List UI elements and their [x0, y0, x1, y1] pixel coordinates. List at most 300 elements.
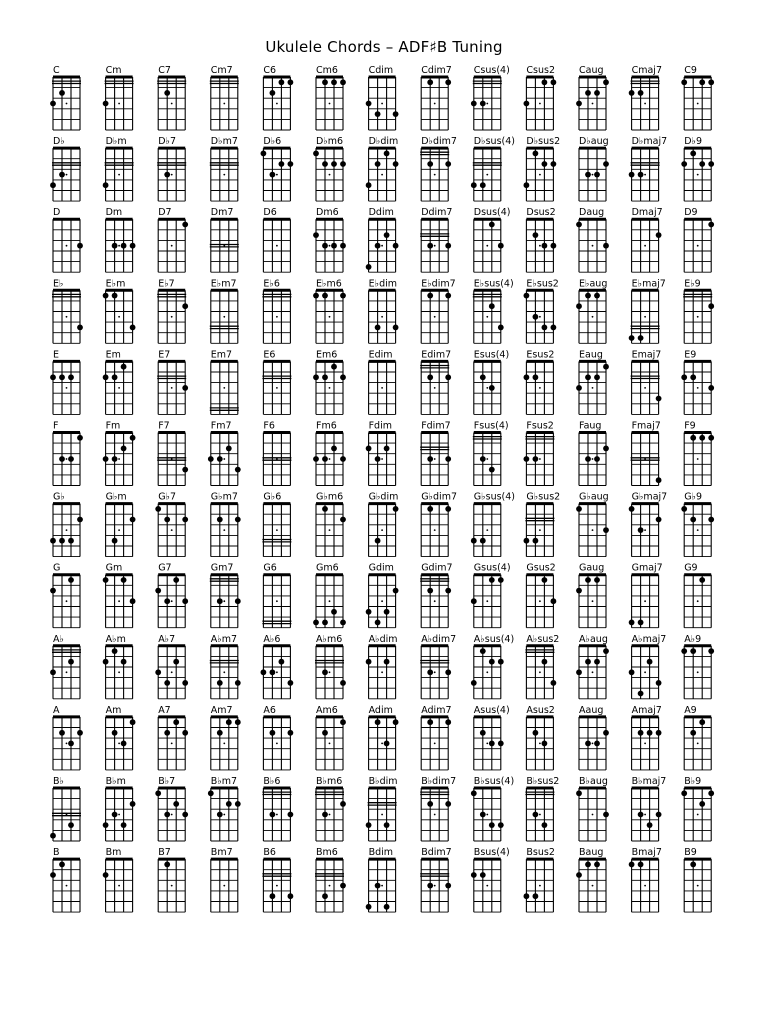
- chord-label: A♭m6: [316, 633, 343, 645]
- chord-diagram: [576, 278, 607, 343]
- finger-dot: [384, 609, 390, 615]
- finger-dot: [551, 243, 557, 249]
- finger-dot: [77, 517, 83, 523]
- finger-dot: [261, 669, 267, 675]
- finger-dot: [708, 790, 714, 796]
- finger-dot: [270, 669, 276, 675]
- finger-dot: [656, 730, 662, 736]
- fret-marker: [539, 600, 541, 602]
- finger-dot: [629, 506, 635, 512]
- chord-label: B♭dim: [368, 776, 398, 787]
- fret-marker: [644, 743, 646, 745]
- fret-marker: [486, 814, 488, 816]
- chord-label: A♭dim: [368, 633, 398, 645]
- chord-diagram: [420, 776, 456, 841]
- chord-diagram: [576, 847, 606, 912]
- finger-dot: [384, 659, 390, 665]
- finger-dot: [322, 893, 328, 899]
- finger-dot: [340, 719, 346, 725]
- finger-dot: [471, 598, 477, 604]
- chord-diagram: [103, 563, 136, 628]
- chord-label: Dsus(4): [473, 207, 511, 219]
- finger-dot: [182, 517, 188, 523]
- fret-marker: [592, 743, 594, 745]
- chord-diagram: [421, 492, 457, 557]
- chord-label: Aaug: [579, 704, 604, 716]
- chord-label: Asus2: [526, 704, 555, 716]
- chord-diagram: [315, 776, 346, 841]
- chord-diagram: [579, 421, 609, 486]
- chord-diagram: [316, 705, 346, 770]
- chord-label: D♭sus(4): [473, 136, 515, 148]
- finger-dot: [340, 680, 346, 686]
- chord-diagram: [103, 278, 136, 343]
- chord-diagram: [158, 705, 188, 770]
- fret-marker: [434, 316, 436, 318]
- chord-label: G♭6: [263, 491, 282, 503]
- fret-marker: [486, 458, 488, 460]
- chord-label: Gaug: [579, 562, 605, 574]
- finger-dot: [427, 79, 433, 85]
- finger-dot: [533, 456, 539, 462]
- chord-diagram: [525, 776, 559, 841]
- finger-dot: [585, 293, 591, 299]
- fret-marker: [539, 245, 541, 247]
- finger-dot: [103, 577, 109, 583]
- fret-marker: [486, 174, 488, 176]
- fret-marker: [539, 387, 541, 389]
- finger-dot: [121, 446, 127, 452]
- finger-dot: [288, 812, 294, 818]
- finger-dot: [270, 812, 276, 818]
- fret-marker: [697, 316, 699, 318]
- finger-dot: [638, 90, 644, 96]
- chord-diagram: [526, 705, 554, 770]
- chord-label: Amaj7: [631, 704, 662, 716]
- chord-diagram: [576, 207, 609, 272]
- finger-dot: [340, 517, 346, 523]
- fret-marker: [381, 387, 383, 389]
- fret-marker: [644, 671, 646, 673]
- chord-diagram: [157, 421, 188, 486]
- chord-label: D♭maj7: [631, 136, 668, 148]
- finger-dot: [235, 719, 241, 725]
- finger-dot: [708, 517, 714, 523]
- fret-marker: [223, 174, 225, 176]
- chord-label: Esus(4): [473, 349, 510, 361]
- finger-dot: [445, 79, 451, 85]
- chord-label: E♭sus(4): [473, 278, 514, 290]
- finger-dot: [542, 822, 548, 828]
- fret-marker: [539, 458, 541, 460]
- fret-marker: [539, 316, 541, 318]
- fret-marker: [118, 245, 120, 247]
- finger-dot: [384, 446, 390, 452]
- finger-dot: [164, 172, 170, 178]
- fret-marker: [434, 174, 436, 176]
- finger-dot: [576, 588, 582, 594]
- chord-label: Ddim: [368, 207, 394, 219]
- chord-label: C: [53, 65, 60, 76]
- fret-marker: [66, 174, 68, 176]
- fret-marker: [118, 316, 120, 318]
- finger-dot: [366, 659, 372, 665]
- chord-label: E♭m: [105, 278, 126, 290]
- finger-dot: [375, 620, 381, 626]
- finger-dot: [603, 527, 609, 533]
- chord-label: D♭sus2: [526, 136, 561, 148]
- chord-label: Bdim7: [421, 847, 452, 859]
- chord-label: Em7: [210, 349, 233, 361]
- chord-diagram: [471, 847, 510, 912]
- finger-dot: [629, 172, 635, 178]
- finger-dot: [656, 232, 662, 238]
- chord-label: E♭: [53, 278, 64, 290]
- chord-label: A♭dim7: [421, 633, 457, 645]
- chord-diagram: [629, 278, 666, 343]
- chord-diagram: [103, 421, 136, 486]
- chord-diagram: [157, 136, 186, 201]
- finger-dot: [103, 872, 109, 878]
- chord-label: G: [53, 562, 61, 574]
- finger-dot: [542, 243, 548, 249]
- finger-dot: [375, 719, 381, 725]
- finger-dot: [173, 801, 179, 807]
- fret-marker: [697, 814, 699, 816]
- finger-dot: [103, 659, 109, 665]
- chord-diagram: [103, 776, 136, 841]
- fret-marker: [434, 743, 436, 745]
- finger-dot: [103, 456, 109, 462]
- chord-label: G♭maj7: [631, 491, 668, 503]
- chord-diagram: [366, 207, 399, 272]
- finger-dot: [322, 730, 328, 736]
- fret-marker: [171, 103, 173, 105]
- finger-dot: [366, 904, 372, 910]
- finger-dot: [393, 111, 399, 117]
- finger-dot: [585, 741, 591, 747]
- fret-marker: [276, 885, 278, 887]
- chord-diagram: [50, 65, 81, 130]
- finger-dot: [59, 90, 65, 96]
- fret-marker: [171, 245, 173, 247]
- chord-label: D♭7: [158, 136, 177, 148]
- finger-dot: [50, 182, 56, 188]
- chord-label: B♭sus(4): [473, 776, 515, 787]
- chord-diagram: [262, 563, 291, 628]
- fret-marker: [118, 885, 120, 887]
- finger-dot: [533, 538, 539, 544]
- chord-label: Adim7: [421, 704, 452, 716]
- finger-dot: [50, 588, 56, 594]
- finger-dot: [77, 730, 83, 736]
- finger-dot: [489, 222, 495, 228]
- fret-marker: [66, 671, 68, 673]
- fret-marker: [697, 529, 699, 531]
- finger-dot: [59, 538, 65, 544]
- fret-marker: [223, 600, 225, 602]
- finger-dot: [393, 588, 399, 594]
- chord-label: Cdim: [368, 65, 394, 76]
- finger-dot: [471, 101, 477, 107]
- chord-diagram: [315, 634, 346, 699]
- finger-dot: [585, 374, 591, 380]
- finger-dot: [164, 862, 170, 868]
- finger-dot: [322, 161, 328, 167]
- chord-diagram: [53, 421, 83, 486]
- fret-marker: [171, 600, 173, 602]
- fret-marker: [592, 529, 594, 531]
- fret-marker: [486, 529, 488, 531]
- finger-dot: [50, 374, 56, 380]
- chord-diagram: [684, 421, 714, 486]
- chord-diagram: [262, 349, 291, 414]
- finger-dot: [322, 669, 328, 675]
- chord-diagram: [52, 278, 83, 343]
- chord-label: Bdim: [368, 847, 394, 859]
- fret-marker: [381, 885, 383, 887]
- finger-dot: [235, 467, 241, 473]
- fret-marker: [276, 743, 278, 745]
- fret-marker: [118, 174, 120, 176]
- finger-dot: [594, 90, 600, 96]
- finger-dot: [427, 669, 433, 675]
- fret-marker: [276, 529, 278, 531]
- chord-label: A♭7: [158, 633, 176, 645]
- chord-label: A♭9: [684, 633, 702, 645]
- finger-dot: [524, 101, 530, 107]
- chord-diagram: [50, 776, 81, 841]
- chord-diagram: [681, 136, 714, 201]
- finger-dot: [498, 577, 504, 583]
- chord-label: G♭m7: [210, 491, 238, 503]
- fret-marker: [539, 814, 541, 816]
- finger-dot: [585, 90, 591, 96]
- fret-marker: [592, 174, 594, 176]
- chord-label: E♭9: [684, 278, 701, 290]
- chord-label: E♭sus2: [526, 278, 559, 290]
- chord-diagram: [524, 492, 561, 557]
- finger-dot: [699, 435, 705, 441]
- finger-dot: [480, 648, 486, 654]
- chord-label: B♭6: [263, 776, 281, 787]
- finger-dot: [173, 719, 179, 725]
- fret-marker: [171, 529, 173, 531]
- chord-label: B♭sus2: [526, 776, 560, 787]
- finger-dot: [708, 222, 714, 228]
- chord-label: B♭aug: [579, 776, 608, 787]
- finger-dot: [629, 90, 635, 96]
- chord-label: B7: [158, 847, 171, 859]
- finger-dot: [603, 243, 609, 249]
- finger-dot: [699, 801, 705, 807]
- finger-dot: [270, 172, 276, 178]
- chord-diagram: [315, 847, 346, 912]
- fret-marker: [434, 529, 436, 531]
- chord-diagram: [524, 136, 561, 201]
- fret-marker: [66, 529, 68, 531]
- fret-marker: [697, 743, 699, 745]
- finger-dot: [489, 659, 495, 665]
- fret-marker: [644, 814, 646, 816]
- finger-dot: [103, 182, 109, 188]
- finger-dot: [498, 243, 504, 249]
- chord-diagram: [366, 421, 396, 486]
- fret-marker: [434, 814, 436, 816]
- finger-dot: [603, 648, 609, 654]
- chord-diagram: [474, 705, 510, 770]
- chord-diagram: [632, 776, 667, 841]
- fret-marker: [381, 600, 383, 602]
- finger-dot: [524, 538, 530, 544]
- finger-dot: [322, 506, 328, 512]
- finger-dot: [638, 620, 644, 626]
- chord-label: Asus(4): [473, 704, 510, 716]
- chord-label: D♭m6: [316, 136, 344, 148]
- chord-diagram: [524, 278, 559, 343]
- chord-diagram: [262, 278, 291, 343]
- chord-label: E♭7: [158, 278, 175, 290]
- finger-dot: [542, 161, 548, 167]
- chord-diagram: [313, 278, 346, 343]
- finger-dot: [489, 822, 495, 828]
- fret-marker: [118, 458, 120, 460]
- finger-dot: [699, 161, 705, 167]
- chord-label: Gm6: [316, 562, 339, 574]
- finger-dot: [690, 374, 696, 380]
- finger-dot: [594, 374, 600, 380]
- chord-label: D♭9: [684, 136, 703, 148]
- fret-marker: [223, 529, 225, 531]
- chord-diagram: [157, 349, 188, 414]
- finger-dot: [708, 648, 714, 654]
- finger-dot: [322, 456, 328, 462]
- fret-marker: [539, 174, 541, 176]
- chord-diagram: [629, 65, 662, 130]
- chord-diagram: [681, 776, 714, 841]
- chord-label: F9: [684, 420, 696, 432]
- finger-dot: [576, 101, 582, 107]
- finger-dot: [375, 111, 381, 117]
- finger-dot: [542, 659, 548, 665]
- chord-diagram: [526, 207, 556, 272]
- chord-label: B: [53, 847, 60, 859]
- chord-diagram: [684, 705, 711, 770]
- fret-marker: [276, 245, 278, 247]
- chord-label: Bsus(4): [473, 847, 510, 859]
- chord-diagram: [420, 847, 452, 912]
- finger-dot: [480, 101, 486, 107]
- finger-dot: [445, 883, 451, 889]
- finger-dot: [331, 161, 337, 167]
- finger-dot: [366, 264, 372, 270]
- finger-dot: [208, 456, 214, 462]
- finger-dot: [217, 730, 223, 736]
- finger-dot: [629, 620, 635, 626]
- chord-diagram: [576, 563, 606, 628]
- finger-dot: [182, 812, 188, 818]
- chord-diagram: [369, 349, 396, 414]
- finger-dot: [427, 719, 433, 725]
- finger-dot: [594, 456, 600, 462]
- chord-label: G♭9: [684, 491, 703, 503]
- finger-dot: [656, 396, 662, 402]
- chord-label: Bm7: [210, 847, 233, 859]
- finger-dot: [699, 719, 705, 725]
- finger-dot: [59, 456, 65, 462]
- finger-dot: [164, 90, 170, 96]
- finger-dot: [112, 730, 118, 736]
- chord-label: E6: [263, 349, 276, 361]
- finger-dot: [50, 833, 56, 839]
- chord-label: B♭7: [158, 776, 176, 787]
- fret-marker: [486, 316, 488, 318]
- finger-dot: [112, 293, 118, 299]
- fret-marker: [66, 743, 68, 745]
- finger-dot: [393, 325, 399, 331]
- finger-dot: [603, 812, 609, 818]
- finger-dot: [375, 538, 381, 544]
- chord-label: B♭m6: [316, 776, 343, 787]
- chord-diagram: [471, 776, 514, 841]
- finger-dot: [112, 812, 118, 818]
- finger-dot: [313, 374, 319, 380]
- finger-dot: [121, 741, 127, 747]
- chord-label: Cm6: [316, 65, 338, 76]
- chord-label: A9: [684, 704, 697, 716]
- finger-dot: [384, 151, 390, 157]
- fret-marker: [486, 387, 488, 389]
- finger-dot: [629, 669, 635, 675]
- chord-label: E♭m6: [316, 278, 342, 290]
- fret-marker: [644, 600, 646, 602]
- fret-marker: [66, 600, 68, 602]
- finger-dot: [68, 538, 74, 544]
- finger-dot: [155, 669, 161, 675]
- finger-dot: [112, 374, 118, 380]
- finger-dot: [576, 790, 582, 796]
- finger-dot: [524, 182, 530, 188]
- chord-label: Em6: [316, 349, 338, 361]
- chord-diagram: [579, 705, 609, 770]
- fret-marker: [434, 885, 436, 887]
- finger-dot: [498, 741, 504, 747]
- finger-dot: [112, 456, 118, 462]
- fret-marker: [329, 387, 331, 389]
- fret-marker: [223, 671, 225, 673]
- finger-dot: [59, 730, 65, 736]
- chord-diagram: [211, 492, 241, 557]
- page-title: Ukulele Chords – ADF♯B Tuning: [265, 38, 503, 56]
- chord-label: B♭m: [105, 776, 126, 787]
- chord-label: Edim7: [421, 349, 452, 361]
- fret-marker: [486, 103, 488, 105]
- chord-diagram: [576, 349, 609, 414]
- fret-marker: [486, 743, 488, 745]
- finger-dot: [471, 182, 477, 188]
- finger-dot: [427, 883, 433, 889]
- fret-marker: [66, 885, 68, 887]
- chord-label: Caug: [579, 65, 604, 76]
- chord-diagram: [474, 207, 511, 272]
- finger-dot: [261, 151, 267, 157]
- finger-dot: [182, 222, 188, 228]
- fret-marker: [329, 245, 331, 247]
- finger-dot: [130, 598, 136, 604]
- finger-dot: [164, 812, 170, 818]
- finger-dot: [489, 467, 495, 473]
- finger-dot: [603, 79, 609, 85]
